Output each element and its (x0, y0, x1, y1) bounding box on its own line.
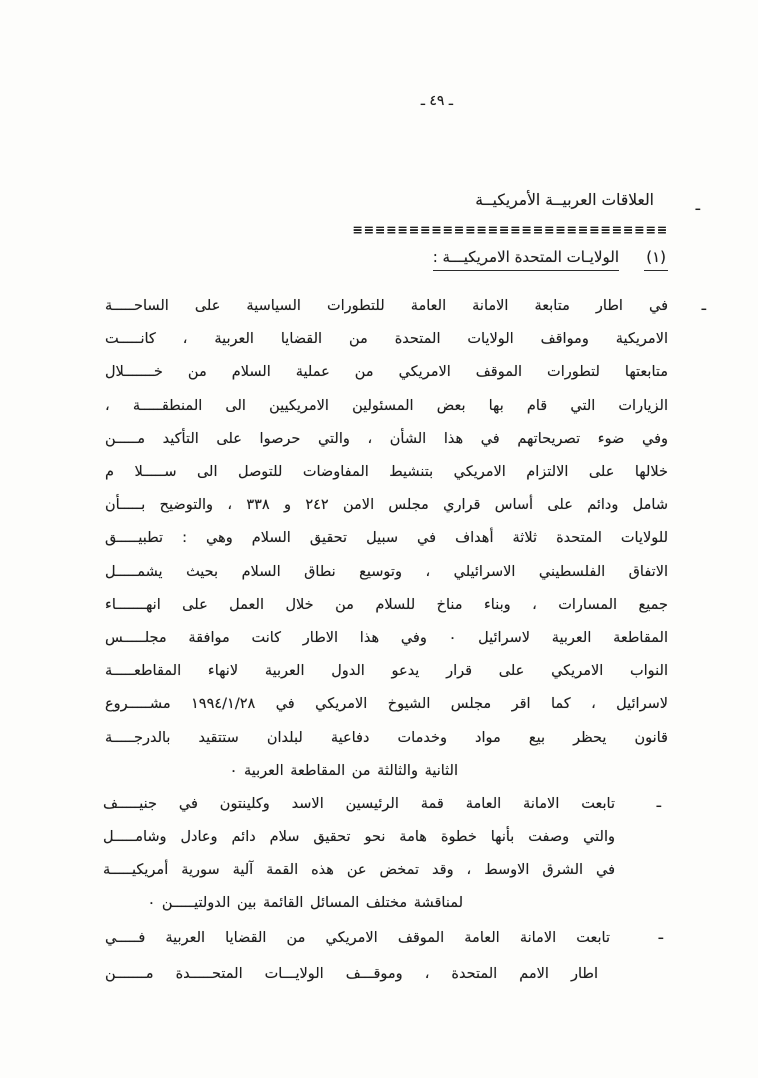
text-line: قانون يحظر بيع مواد وخدمات دفاعية لبلدان ستتقيد بالدرجـــــة (105, 729, 668, 746)
paragraph-3 (105, 920, 610, 992)
double-equals-rule: ============================ (352, 221, 668, 236)
list-item-title: الولايـات المتحدة الامريكيـــة : (433, 248, 619, 271)
text-line: لمناقشة مختلف المسائل القائمة بين الدولتيـــــن ٠ (147, 895, 463, 911)
paragraph-2 (103, 788, 615, 920)
paragraph-dash-bullet: ـ (701, 296, 706, 314)
text-line: الثانية والثالثة من المقاطعة العربية ٠ (229, 762, 458, 779)
text-line: وفي ضوء تصريحاتهم في هذا الشأن ، والتي حرصوا على التأكيد مـــــن (105, 430, 668, 447)
text-line: الزيارات التي قام بها بعض المسئولين الامريكيين الى المنطقـــــة ، (105, 397, 668, 414)
text-line: تابعت الامانة العامة الموقف الامريكي من القضايا العربية فـــــي (105, 930, 610, 946)
text-line: والتي وصفت بأنها خطوة هامة نحو تحقيق سلام دائم وعادل وشامـــــل (103, 829, 615, 845)
text-line: خلالها على الالتزام الامريكي بتنشيط المفاوضات للتوصل الى ســـــلا م (105, 464, 668, 481)
text-line: الامريكية ومواقف الولايات المتحدة من القضايا العربية ، كانـــــت (105, 331, 668, 348)
text-line: المقاطعة العربية لاسرائيل ٠ وفي هذا الاطار كانت موافقة مجلـــــس (105, 630, 668, 647)
text-line: الاتفاق الفلسطيني الاسرائيلي ، وتوسيع نطاق السلام بحيث يشمـــــل (105, 563, 668, 580)
list-item-number: (١) (644, 248, 668, 271)
paragraph-1 (105, 290, 668, 788)
heading-dash-bullet: ـ (695, 196, 700, 214)
paragraph-dash-bullet: ـ (656, 793, 661, 811)
text-line: اطار الامم المتحدة ، وموقـــف الولايـــات المتحـــــدة مـــــــن (105, 966, 598, 982)
text-line: تابعت الامانة العامة قمة الرئيسين الاسد وكلينتون في جنيـــــف (103, 796, 615, 812)
text-line: شامل ودائم على أساس قراري مجلس الامن ٢٤٢ و ٣٣٨ ، والتوضيح بـــــأن (105, 497, 668, 514)
text-line: جميع المسارات ، وبناء مناخ للسلام من خلال العمل على انهـــــــاء (105, 596, 668, 613)
text-line: للولايات المتحدة ثلاثة أهداف في سبيل تحقيق السلام وهي : تطبيـــــق (105, 530, 668, 547)
text-line: النواب الامريكي على قرار يدعو الدول العربية لانهاء المقاطعـــــة (105, 663, 668, 680)
text-line: في اطار متابعة الامانة العامة للتطورات السياسية على الساحـــــة (105, 298, 668, 314)
text-line: لاسرائيل ، كما اقر مجلس الشيوخ الامريكي في ١٩٩٤/١/٢٨ مشـــــروع (105, 696, 668, 713)
page-number: ـ ٤٩ ـ (420, 93, 453, 109)
section-heading: العلاقات العربيــة الأمريكيــة (475, 191, 654, 209)
paragraph-dash-bullet: ـ (658, 925, 663, 943)
text-line: في الشرق الاوسط ، وقد تمخض عن هذه القمة آلية سورية أمريكيـــــة (103, 862, 615, 878)
text-line: متابعتها لتطورات الموقف الامريكي من عملية السلام من خـــــــلال (105, 364, 668, 381)
